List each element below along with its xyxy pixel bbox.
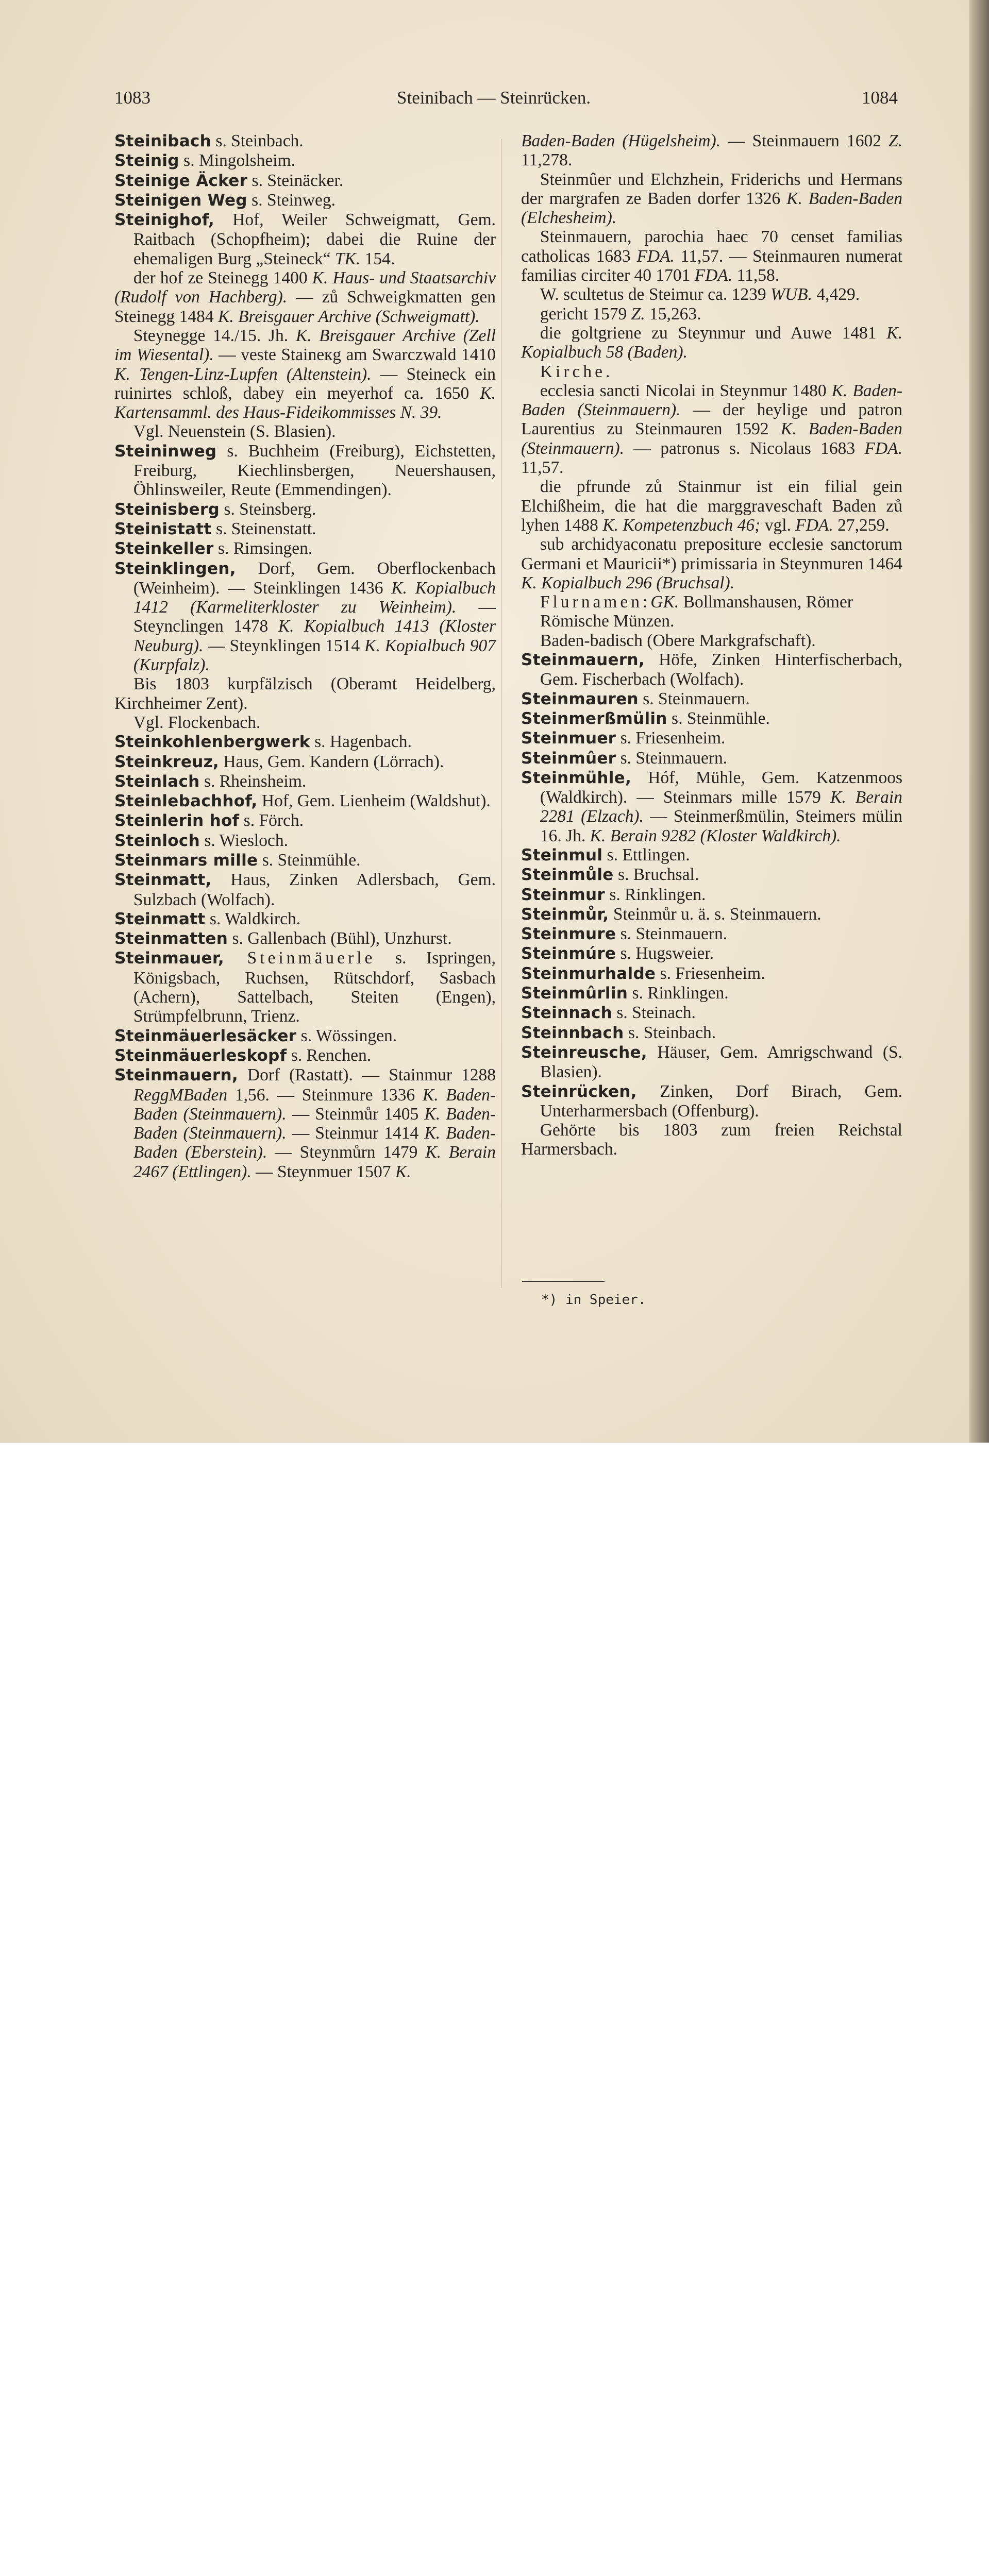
footer-bar xyxy=(0,1443,989,1510)
entry-text: 15,263. xyxy=(645,304,701,324)
headword: Steinistatt xyxy=(114,519,212,538)
headword: Steinigen Weg xyxy=(114,191,247,210)
headword: Steinmůle xyxy=(521,866,614,885)
dictionary-entry xyxy=(521,650,902,689)
headword: Steinrücken, xyxy=(521,1082,637,1101)
dictionary-entry xyxy=(521,689,902,709)
headword: Steinmauern, xyxy=(114,1066,238,1085)
headword: Steinmauren xyxy=(521,689,639,708)
source-citation: K. Kompetenzbuch 46; xyxy=(602,515,761,535)
source-citation: K. Berain 2281 (Elzach). xyxy=(540,788,902,826)
entry-text: — veste Staineкg am Swarczwald 1410 xyxy=(213,345,496,365)
entry-text: Haus, Zinken Adlersbach, Gem. Sulzbach (Wolfach). xyxy=(133,870,496,909)
headword: Steinloch xyxy=(114,831,200,850)
entry-text: Vgl. Neuenstein (S. Blasien). xyxy=(133,422,336,442)
headword: Steinmerßmülin xyxy=(521,709,667,728)
book-spine-edge xyxy=(969,0,989,1443)
dictionary-entry xyxy=(114,752,496,772)
dictionary-entry xyxy=(114,732,496,752)
entry-text: Bollmanshausen, Römer xyxy=(679,592,853,612)
page-number-right: 1084 xyxy=(862,88,898,108)
headword: Steinmauer, xyxy=(114,949,224,968)
dictionary-entry xyxy=(521,381,902,477)
entry-text: s. Ispringen, Königsbach, Ruchsen, Rütschdorf, Sasbach (Achern), Sattelbach, Steiten (Engen), Strümpfelbrunn, Trienz. xyxy=(133,948,496,1026)
section-label: Kirche. xyxy=(540,362,613,381)
entry-text: — Steynmůrn 1479 xyxy=(267,1143,426,1162)
entry-text: s. Steinbach. xyxy=(211,131,304,150)
dictionary-entry xyxy=(521,865,902,885)
dictionary-entry xyxy=(114,422,496,441)
headword: Steinklingen, xyxy=(114,559,236,578)
source-citation: TK. xyxy=(334,249,361,268)
entry-text: — Steynklingen 1514 xyxy=(203,636,365,655)
dictionary-entry xyxy=(114,268,496,326)
entry-text: Hóf, Mühle, Gem. Katzenmoos (Waldkirch). — Steinmars mille 1579 xyxy=(540,768,902,807)
entry-text: s. Steinenstatt. xyxy=(211,519,316,538)
entry-text: s. Hagenbach. xyxy=(310,732,412,752)
entry-text: Baden-badisch (Obere Markgrafschaft). xyxy=(540,631,816,650)
entry-text: s. Rinklingen. xyxy=(628,984,729,1003)
source-citation: K. Kopialbuch 296 (Bruchsal). xyxy=(521,573,735,592)
headword: Steinibach xyxy=(114,132,212,150)
dictionary-entry xyxy=(521,964,902,984)
entry-text: s. Förch. xyxy=(239,811,304,831)
headword: Steinmatten xyxy=(114,929,228,948)
dictionary-entry xyxy=(114,210,496,268)
headword: Steinmûer xyxy=(521,749,616,768)
source-citation: K. Berain 9282 (Kloster Waldkirch). xyxy=(590,826,841,845)
dictionary-entry xyxy=(521,1023,902,1043)
dictionary-entry xyxy=(521,749,902,768)
entry-text: s. Renchen. xyxy=(287,1045,372,1065)
entry-text: sub archidyaconatu prepositure ecclesie sanctorum Germani et Mauricii*) primissaria in Steynmuren 1464 xyxy=(521,535,902,573)
entry-text: s. Rheinsheim. xyxy=(199,771,307,791)
entry-text: Dorf (Rastatt). — Stainmur 1288 xyxy=(238,1065,496,1085)
entry-text: 27,259. xyxy=(833,515,890,535)
headword: Steinighof, xyxy=(114,211,214,230)
headword: Steinmatt, xyxy=(114,871,212,890)
dictionary-entry xyxy=(114,870,496,909)
dictionary-entry xyxy=(114,1046,496,1065)
entry-text: 1,56. — Steinmure 1336 xyxy=(227,1085,423,1105)
source-citation: K. Berain 2467 (Ettlingen). xyxy=(133,1143,496,1181)
right-column xyxy=(521,131,902,1159)
footnote: *) in Speier. xyxy=(541,1292,646,1308)
dictionary-entry xyxy=(114,772,496,791)
dictionary-entry xyxy=(114,713,496,732)
dictionary-entry xyxy=(521,304,902,324)
dictionary-entry xyxy=(521,728,902,748)
source-citation: K. Kartensamml. des Haus-Fideikommisses N. 39. xyxy=(114,383,496,422)
dictionary-entry xyxy=(521,612,902,631)
entry-text: s. Steinsberg. xyxy=(219,499,316,519)
dictionary-entry xyxy=(521,631,902,650)
entry-text: s. Steinweg. xyxy=(247,190,336,210)
source-citation: K. Tengen-Linz-Lupfen (Altenstein). xyxy=(114,364,372,384)
dictionary-entry xyxy=(521,170,902,228)
dictionary-entry xyxy=(521,131,902,170)
dictionary-entry xyxy=(521,709,902,728)
entry-text: — Steinmůr 1405 xyxy=(286,1104,425,1124)
entry-text: — Steineck ein ruinirtes schloß, dabey ein meyerhof ca. 1650 xyxy=(114,364,496,403)
source-citation: FDA. xyxy=(636,246,675,266)
source-citation: FDA. xyxy=(864,438,902,458)
entry-text: Hof, Weiler Schweigmatt, Gem. Raitbach (Schopfheim); dabei die Ruine der ehemaligen Burg „Steineck“ xyxy=(133,210,496,268)
dictionary-entry xyxy=(521,924,902,944)
entry-text: s. Steinach. xyxy=(612,1003,696,1023)
entry-text: s. Steinäcker. xyxy=(247,171,344,190)
entry-text: Höfe, Zinken Hinterfischerbach, Gem. Fischerbach (Wolfach). xyxy=(540,650,902,689)
headword: Steinmúre xyxy=(521,944,616,963)
source-citation: ReggMBaden xyxy=(133,1085,228,1105)
dictionary-entry xyxy=(521,845,902,865)
headword: Steinmurhalde xyxy=(521,964,656,983)
dictionary-entry xyxy=(114,851,496,870)
dictionary-entry xyxy=(521,1043,902,1082)
entry-text: s. Rinklingen. xyxy=(605,885,706,904)
dictionary-entry xyxy=(521,592,902,612)
entry-text: Zinken, Dorf Birach, Gem. Unterharmersbach (Offenburg). xyxy=(540,1081,902,1121)
headword: Steinmatt xyxy=(114,909,206,928)
dictionary-entry xyxy=(521,477,902,535)
entry-text: s. Ettlingen. xyxy=(602,845,690,865)
dictionary-entry xyxy=(114,791,496,811)
headword: Steinmühle, xyxy=(521,768,632,787)
dictionary-entry xyxy=(114,909,496,929)
source-citation: K. Baden-Baden (Steinmauern). xyxy=(133,1104,496,1143)
entry-text: Gehörte bis 1803 zum freien Reichstal Harmersbach. xyxy=(521,1121,902,1159)
source-citation: K. xyxy=(395,1162,411,1181)
entry-text: — Steinmauern 1602 xyxy=(720,131,889,150)
entry-text: vgl. xyxy=(760,515,796,535)
source-citation: K. Baden-Baden (Steinmauern). xyxy=(521,419,902,458)
headword: Steinisberg xyxy=(114,500,220,519)
headword: Steinkeller xyxy=(114,539,214,558)
entry-text: — patronus s. Nicolaus 1683 xyxy=(624,438,865,458)
dictionary-entry xyxy=(114,559,496,675)
entry-text: s. Friesenheim. xyxy=(616,728,726,748)
entry-text: 11,57. xyxy=(521,458,564,478)
entry-text: die pfrunde zů Stainmur ist ein filial gein Elchißheim, die hat die marggraveschaft Baden zů lyhen 1488 xyxy=(521,477,902,535)
entry-text: ecclesia sancti Nicolai in Steynmur 1480 xyxy=(540,381,832,400)
dictionary-entry xyxy=(114,442,496,500)
entry-text: — Steinmerßmülin, Steimers mülin 16. Jh. xyxy=(540,807,902,845)
entry-text: s. Waldkirch. xyxy=(205,909,301,928)
dictionary-entry xyxy=(114,131,496,151)
dictionary-entry xyxy=(114,1026,496,1046)
source-citation: K. Baden-Baden (Eberstein). xyxy=(133,1124,496,1162)
headword: Steinkreuz, xyxy=(114,752,219,771)
source-citation: Baden-Baden (Hügelsheim). xyxy=(521,131,721,150)
entry-text: s. Steinbach. xyxy=(624,1023,716,1042)
entry-text: — Steynmuer 1507 xyxy=(251,1162,395,1181)
entry-text: s. Steinmühle. xyxy=(667,708,770,728)
variant-spaced: Steinmäuerle xyxy=(224,948,376,968)
entry-text: Steinmůr u. ä. s. Steinmauern. xyxy=(609,904,822,924)
entry-text: Steinmûer und Elchzhein, Friderichs und Hermans der margrafen ze Baden dorfer 1326 xyxy=(521,170,902,208)
entry-text: s. Rimsingen. xyxy=(213,539,313,558)
dictionary-entry xyxy=(521,984,902,1003)
dictionary-entry xyxy=(114,811,496,831)
headword: Steinmuer xyxy=(521,729,616,748)
entry-text: — Steynclingen 1478 xyxy=(133,598,496,636)
entry-text: Römische Münzen. xyxy=(540,612,675,631)
dictionary-entry xyxy=(521,1121,902,1159)
dictionary-entry xyxy=(114,1065,496,1181)
dictionary-entry xyxy=(114,674,496,713)
entry-text: Hof, Gem. Lienheim (Waldshut). xyxy=(257,791,491,811)
entry-text: 154. xyxy=(360,249,395,268)
entry-text: s. Hugsweier. xyxy=(616,944,714,963)
source-citation: GK. xyxy=(650,592,679,612)
entry-text: Dorf, Gem. Oberflockenbach (Weinheim). — Steinklingen 1436 xyxy=(133,558,496,598)
dictionary-entry xyxy=(521,905,902,924)
source-citation: K. Baden-Baden (Elchesheim). xyxy=(521,189,902,228)
source-citation: FDA. xyxy=(694,266,733,285)
entry-text: s. Wössingen. xyxy=(296,1026,397,1045)
dictionary-entry xyxy=(521,227,902,285)
headword: Steinmůr, xyxy=(521,905,609,924)
dictionary-entry xyxy=(114,948,496,1026)
headword: Steinmure xyxy=(521,925,616,944)
headword: Steinmauern, xyxy=(521,651,645,670)
source-citation: K. Baden-Baden (Steinmauern). xyxy=(521,381,902,420)
headword: Steinmûrlin xyxy=(521,984,628,1003)
headword: Steinreusche, xyxy=(521,1043,647,1062)
headword: Steinmars mille xyxy=(114,851,258,870)
dictionary-entry xyxy=(521,1082,902,1121)
dictionary-entry xyxy=(521,944,902,963)
dictionary-entry xyxy=(114,171,496,191)
entry-text: der hof ze Steinegg 1400 xyxy=(133,268,312,288)
headword: Steinige Äcker xyxy=(114,171,248,190)
entry-text: s. Steinmauern. xyxy=(616,748,728,768)
source-citation: K. Baden-Baden (Steinmauern). xyxy=(133,1085,496,1124)
headword: Steinlach xyxy=(114,772,200,791)
headword: Steininweg xyxy=(114,442,217,461)
dictionary-entry xyxy=(114,929,496,948)
source-citation: WUB. xyxy=(770,285,812,304)
entry-text: s. Mingolsheim. xyxy=(179,151,296,171)
entry-text: Haus, Gem. Kandern (Lörrach). xyxy=(219,752,444,771)
headword: Steinmul xyxy=(521,845,603,865)
source-citation: K. Breisgauer Archive (Schweigmatt). xyxy=(217,307,480,326)
entry-text: s. Steinmauern. xyxy=(616,924,728,944)
entry-text: — zů Schweigkmatten gen Steinegg 1484 xyxy=(114,287,496,326)
source-citation: K. Kopialbuch 1412 (Karmeliterkloster zu Weinheim). xyxy=(133,578,496,617)
entry-text: Steinmauern, parochia haec 70 censet familias catholicas 1683 xyxy=(521,227,902,266)
source-citation: K. Kopialbuch 907 (Kurpfalz). xyxy=(133,636,496,675)
page-number-left: 1083 xyxy=(114,88,150,108)
headword: Steinnach xyxy=(521,1004,612,1023)
headword: Steinig xyxy=(114,151,179,171)
entry-text: s. Wiesloch. xyxy=(199,831,289,850)
section-label: Flurnamen: xyxy=(540,592,651,612)
headword: Steinlerin hof xyxy=(114,811,240,831)
dictionary-entry xyxy=(114,151,496,171)
running-title: Steinibach — Steinrücken. xyxy=(397,88,591,108)
dictionary-entry xyxy=(521,285,902,304)
entry-text: Steynegge 14./15. Jh. xyxy=(133,326,296,345)
dictionary-entry xyxy=(521,324,902,362)
entry-text: — der heylige und patron Laurentius zu Steinmauren 1592 xyxy=(521,400,902,439)
dictionary-entry xyxy=(521,535,902,592)
entry-text: — Steinmur 1414 xyxy=(286,1124,425,1143)
entry-text: Bis 1803 kurpfälzisch (Oberamt Heidelberg, Kirchheimer Zent). xyxy=(114,674,496,713)
headword: Steinkohlenbergwerk xyxy=(114,733,310,752)
entry-text: s. Friesenheim. xyxy=(656,963,765,983)
source-citation: Z. xyxy=(888,131,902,150)
entry-text: s. Steinmauern. xyxy=(638,689,750,708)
headword: Steinnbach xyxy=(521,1023,624,1042)
headword: Steinmur xyxy=(521,885,605,904)
headword: Steinlebachhof, xyxy=(114,792,258,811)
dictionary-entry xyxy=(521,885,902,905)
source-citation: K. Haus- und Staatsarchiv (Rudolf von Hachberg). xyxy=(114,268,496,307)
source-citation: K. Breisgauer Archive (Zell im Wiesental). xyxy=(114,326,496,365)
headword: Steinmäuerlesäcker xyxy=(114,1026,297,1045)
source-citation: K. Kopialbuch 58 (Baden). xyxy=(521,323,902,362)
left-column xyxy=(114,131,496,1181)
dictionary-entry xyxy=(114,519,496,539)
entry-text: 11,58. xyxy=(732,266,780,285)
entry-text: s. Buchheim (Freiburg), Eichstetten, Freiburg, Kiechlinsbergen, Neuershausen, Öhlinsweiler, Reute (Emmendingen). xyxy=(133,441,496,500)
entry-text: 4,429. xyxy=(812,285,860,304)
entry-text: s. Gallenbach (Bühl), Unzhurst. xyxy=(228,929,452,948)
headword: Steinmäuerleskopf xyxy=(114,1046,287,1065)
dictionary-entry xyxy=(114,831,496,851)
entry-text: 11,57. — Steinmauren numerat familias circiter 40 1701 xyxy=(521,246,902,285)
source-citation: FDA. xyxy=(795,515,833,535)
dictionary-entry xyxy=(521,1003,902,1023)
dictionary-entry xyxy=(114,326,496,422)
footnote-rule xyxy=(522,1281,605,1282)
entry-text: s. Steinmühle. xyxy=(258,850,361,870)
entry-text: s. Bruchsal. xyxy=(613,865,699,885)
entry-text: Vgl. Flockenbach. xyxy=(133,713,261,732)
entry-text: 11,278. xyxy=(521,150,573,170)
entry-text: gericht 1579 xyxy=(540,304,631,324)
source-citation: K. Kopialbuch 1413 (Kloster Neuburg). xyxy=(133,617,496,655)
entry-text: Häuser, Gem. Amrigschwand (S. Blasien). xyxy=(540,1042,902,1082)
source-citation: Z. xyxy=(631,304,645,324)
dictionary-entry xyxy=(114,500,496,519)
dictionary-entry xyxy=(114,191,496,210)
dictionary-entry xyxy=(521,362,902,381)
entry-text: die goltgriene zu Steynmur und Auwe 1481 xyxy=(540,323,887,343)
dictionary-entry xyxy=(521,768,902,845)
dictionary-entry xyxy=(114,539,496,558)
entry-text: W. scultetus de Steimur ca. 1239 xyxy=(540,285,771,304)
